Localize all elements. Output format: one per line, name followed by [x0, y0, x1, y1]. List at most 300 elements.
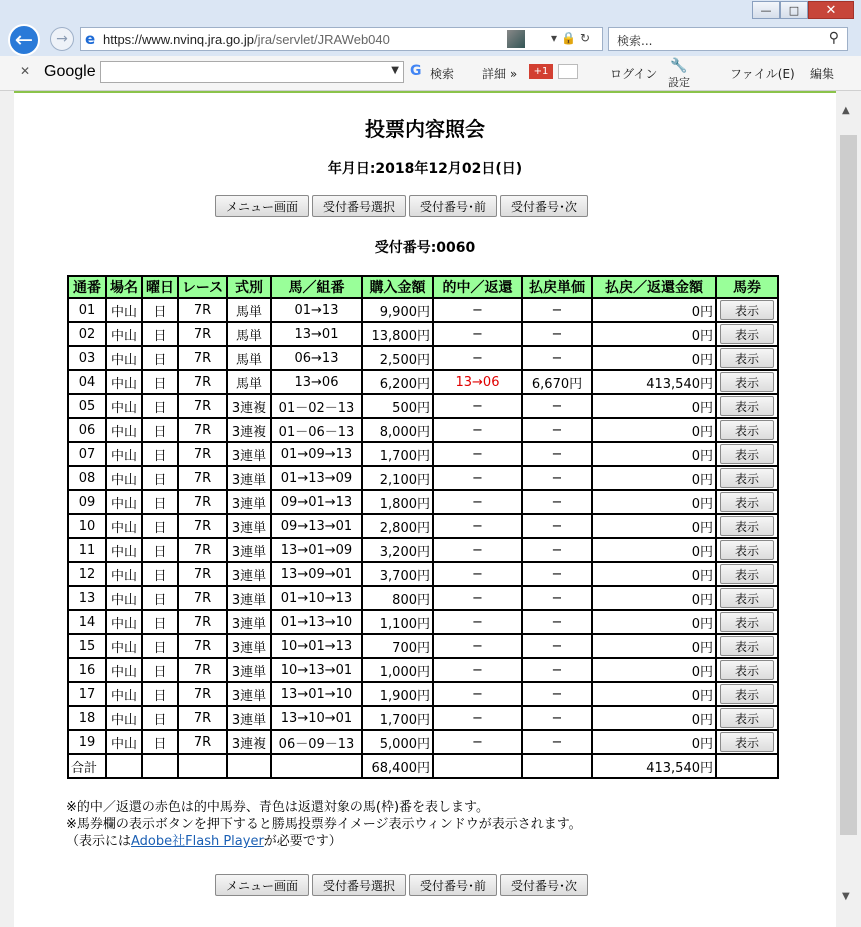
forward-button[interactable] — [50, 27, 74, 51]
combination-cell: 13→01 — [271, 322, 362, 346]
combination-cell: 06→13 — [271, 346, 362, 370]
table-row — [68, 442, 778, 466]
ticket-cell — [716, 634, 778, 658]
serial-cell: 08 — [68, 466, 106, 490]
venue-cell: 中山 — [106, 514, 142, 538]
venue-cell: 中山 — [106, 562, 142, 586]
unit-payout-cell: − — [522, 682, 592, 706]
unit-payout-cell: − — [522, 706, 592, 730]
bet-type-cell: 3連単 — [227, 610, 271, 634]
venue-cell: 中山 — [106, 394, 142, 418]
hit-cell: − — [433, 538, 522, 562]
venue-cell: 中山 — [106, 466, 142, 490]
hit-cell: − — [433, 346, 522, 370]
bet-type-cell: 馬単 — [227, 298, 271, 322]
maximize-button[interactable]: □ — [780, 1, 808, 19]
combination-cell: 01→13→10 — [271, 610, 362, 634]
bet-type-cell: 3連複 — [227, 418, 271, 442]
address-bar-row — [0, 22, 861, 56]
close-window-button[interactable]: ✕ — [808, 1, 854, 19]
note-suffix: が必要です） — [263, 834, 342, 849]
combination-cell: 01→09→13 — [271, 442, 362, 466]
ticket-cell — [716, 706, 778, 730]
unit-payout-cell: − — [522, 658, 592, 682]
date-line: 年月日:2018年12月02日(日) — [327, 161, 523, 177]
payout-amount-cell: 0円 — [592, 586, 716, 610]
payout-amount-cell: 0円 — [592, 418, 716, 442]
purchase-amount-cell: 1,900円 — [362, 682, 433, 706]
weekday-cell: 日 — [142, 538, 178, 562]
purchase-amount-cell: 6,200円 — [362, 370, 433, 394]
login-button[interactable]: ログイン — [610, 67, 658, 81]
show-ticket-button[interactable]: 表示 — [720, 588, 774, 608]
weekday-cell: 日 — [142, 562, 178, 586]
payout-amount-cell: 0円 — [592, 322, 716, 346]
purchase-amount-cell: 1,700円 — [362, 706, 433, 730]
ie-logo-icon: e — [85, 30, 96, 48]
menu-button[interactable]: メニュー画面 — [215, 874, 309, 896]
purchase-amount-cell: 2,100円 — [362, 466, 433, 490]
payout-amount-cell: 0円 — [592, 634, 716, 658]
table-row — [68, 706, 778, 730]
payout-amount-cell: 0円 — [592, 514, 716, 538]
hit-cell: − — [433, 586, 522, 610]
ticket-cell — [716, 586, 778, 610]
empty-cell — [271, 754, 362, 778]
hit-cell: − — [433, 706, 522, 730]
purchase-amount-cell: 3,200円 — [362, 538, 433, 562]
race-cell: 7R — [178, 514, 227, 538]
url-controls[interactable] — [551, 31, 594, 45]
weekday-cell: 日 — [142, 418, 178, 442]
purchase-amount-cell: 13,800円 — [362, 322, 433, 346]
show-ticket-button[interactable]: 表示 — [720, 636, 774, 656]
purchase-amount-cell: 9,900円 — [362, 298, 433, 322]
payout-amount-cell: 0円 — [592, 610, 716, 634]
empty-cell — [106, 754, 142, 778]
edit-menu[interactable]: 編集 — [810, 67, 835, 81]
table-row — [68, 658, 778, 682]
note-line — [66, 833, 582, 850]
serial-cell: 11 — [68, 538, 106, 562]
bet-table — [67, 275, 779, 779]
flash-player-link[interactable]: Adobe社Flash Player — [131, 834, 264, 849]
toolbar-divider — [14, 91, 836, 93]
venue-cell: 中山 — [106, 730, 142, 754]
bet-type-cell: 3連単 — [227, 466, 271, 490]
unit-payout-cell: − — [522, 346, 592, 370]
hit-cell: − — [433, 322, 522, 346]
bet-type-cell: 馬単 — [227, 346, 271, 370]
page-content — [14, 91, 836, 927]
payout-amount-cell: 0円 — [592, 538, 716, 562]
bet-type-cell: 3連単 — [227, 538, 271, 562]
purchase-amount-cell: 1,100円 — [362, 610, 433, 634]
total-row — [68, 754, 778, 778]
payout-amount-cell: 0円 — [592, 298, 716, 322]
race-cell: 7R — [178, 418, 227, 442]
venue-cell: 中山 — [106, 442, 142, 466]
ticket-cell — [716, 658, 778, 682]
hit-cell: − — [433, 682, 522, 706]
payout-amount-cell: 0円 — [592, 466, 716, 490]
combination-cell: 13→06 — [271, 370, 362, 394]
venue-cell: 中山 — [106, 490, 142, 514]
col-header: 通番 — [68, 276, 106, 298]
show-ticket-button[interactable]: 表示 — [720, 732, 774, 752]
weekday-cell: 日 — [142, 514, 178, 538]
gplus-count — [558, 64, 578, 79]
detail-button[interactable]: 詳細 » — [482, 67, 518, 81]
google-toolbar — [0, 56, 861, 91]
scroll-thumb[interactable] — [840, 135, 857, 835]
bet-type-cell: 3連単 — [227, 562, 271, 586]
bet-type-cell: 馬単 — [227, 322, 271, 346]
combination-cell: 13→01→10 — [271, 682, 362, 706]
bet-type-cell: 3連単 — [227, 490, 271, 514]
show-ticket-button[interactable]: 表示 — [720, 612, 774, 632]
unit-payout-cell: − — [522, 442, 592, 466]
race-cell: 7R — [178, 346, 227, 370]
weekday-cell: 日 — [142, 322, 178, 346]
unit-payout-cell: − — [522, 322, 592, 346]
venue-cell: 中山 — [106, 346, 142, 370]
close-icon[interactable]: ✕ — [20, 64, 31, 78]
purchase-amount-cell: 1,000円 — [362, 658, 433, 682]
col-header: 式別 — [227, 276, 271, 298]
unit-payout-cell: − — [522, 394, 592, 418]
ticket-cell — [716, 442, 778, 466]
next-receipt-button[interactable]: 受付番号･次 — [500, 195, 588, 217]
show-ticket-button[interactable]: 表示 — [720, 468, 774, 488]
payout-amount-cell: 0円 — [592, 346, 716, 370]
show-ticket-button[interactable]: 表示 — [720, 660, 774, 680]
ticket-cell — [716, 346, 778, 370]
back-button[interactable] — [8, 24, 40, 56]
combination-cell: 01→10→13 — [271, 586, 362, 610]
ticket-cell — [716, 418, 778, 442]
empty-cell — [433, 754, 522, 778]
ticket-cell — [716, 682, 778, 706]
race-cell: 7R — [178, 586, 227, 610]
google-logo: Google — [44, 63, 96, 80]
table-row — [68, 610, 778, 634]
venue-cell: 中山 — [106, 706, 142, 730]
table-row — [68, 682, 778, 706]
serial-cell: 03 — [68, 346, 106, 370]
show-ticket-button[interactable]: 表示 — [720, 708, 774, 728]
bet-type-cell: 馬単 — [227, 370, 271, 394]
purchase-amount-cell: 5,000円 — [362, 730, 433, 754]
venue-cell: 中山 — [106, 682, 142, 706]
combination-cell: 13→10→01 — [271, 706, 362, 730]
unit-payout-cell: − — [522, 514, 592, 538]
table-row — [68, 466, 778, 490]
dropdown-icon[interactable]: ▾ — [551, 31, 562, 45]
payout-amount-cell: 0円 — [592, 658, 716, 682]
url-host: https://www.nvinq.jra.go.jp — [103, 32, 255, 47]
purchase-amount-cell: 2,500円 — [362, 346, 433, 370]
serial-cell: 09 — [68, 490, 106, 514]
lock-icon[interactable]: 🔒 — [561, 31, 580, 45]
show-ticket-button[interactable]: 表示 — [720, 492, 774, 512]
search-icon[interactable]: ⚲ — [828, 30, 839, 46]
serial-cell: 04 — [68, 370, 106, 394]
bet-type-cell: 3連単 — [227, 658, 271, 682]
table-row — [68, 730, 778, 754]
ticket-cell — [716, 610, 778, 634]
table-header-row — [68, 276, 778, 298]
show-ticket-button[interactable]: 表示 — [720, 444, 774, 464]
table-row — [68, 418, 778, 442]
col-header: 曜日 — [142, 276, 178, 298]
serial-cell: 17 — [68, 682, 106, 706]
hit-cell: − — [433, 442, 522, 466]
serial-cell: 06 — [68, 418, 106, 442]
vertical-scrollbar[interactable] — [836, 91, 861, 927]
venue-cell: 中山 — [106, 370, 142, 394]
url-path: /jra/servlet/JRAWeb040 — [254, 32, 390, 47]
empty-cell — [522, 754, 592, 778]
bet-type-cell: 3連単 — [227, 682, 271, 706]
venue-cell: 中山 — [106, 610, 142, 634]
ticket-cell — [716, 370, 778, 394]
race-cell: 7R — [178, 730, 227, 754]
table-row — [68, 346, 778, 370]
file-menu[interactable]: ファイル(E) — [730, 67, 795, 81]
combination-cell: 13→01→09 — [271, 538, 362, 562]
note-line: ※馬券欄の表示ボタンを押下すると勝馬投票券イメージ表示ウィンドウが表示されます。 — [66, 817, 582, 832]
bet-type-cell: 3連単 — [227, 514, 271, 538]
show-ticket-button[interactable]: 表示 — [720, 564, 774, 584]
hit-cell: − — [433, 610, 522, 634]
bet-table-body — [68, 298, 778, 754]
col-header: 的中／返還 — [433, 276, 522, 298]
show-ticket-button[interactable]: 表示 — [720, 348, 774, 368]
payout-amount-cell: 413,540円 — [592, 370, 716, 394]
prev-receipt-button[interactable]: 受付番号･前 — [409, 874, 497, 896]
race-cell: 7R — [178, 610, 227, 634]
hit-cell: − — [433, 562, 522, 586]
show-ticket-button[interactable]: 表示 — [720, 324, 774, 344]
serial-cell: 01 — [68, 298, 106, 322]
purchase-amount-cell: 700円 — [362, 634, 433, 658]
venue-cell: 中山 — [106, 322, 142, 346]
combination-cell: 09→01→13 — [271, 490, 362, 514]
unit-payout-cell: − — [522, 418, 592, 442]
show-ticket-button[interactable]: 表示 — [720, 540, 774, 560]
select-receipt-button[interactable]: 受付番号選択 — [312, 195, 406, 217]
unit-payout-cell: − — [522, 634, 592, 658]
nav-buttons-top — [215, 195, 591, 217]
scroll-down-icon[interactable]: ▼ — [842, 891, 850, 902]
arrow-right-icon: → — [56, 31, 68, 47]
payout-amount-cell: 0円 — [592, 730, 716, 754]
hit-cell: 13→06 — [433, 370, 522, 394]
weekday-cell: 日 — [142, 610, 178, 634]
race-cell: 7R — [178, 706, 227, 730]
combination-cell: 09→13→01 — [271, 514, 362, 538]
window-titlebar — [0, 0, 861, 22]
serial-cell: 14 — [68, 610, 106, 634]
weekday-cell: 日 — [142, 658, 178, 682]
url-input[interactable] — [80, 27, 603, 51]
unit-payout-cell: − — [522, 610, 592, 634]
race-cell: 7R — [178, 658, 227, 682]
purchase-amount-cell: 800円 — [362, 586, 433, 610]
google-search-input[interactable] — [100, 61, 404, 83]
scroll-up-icon[interactable]: ▲ — [842, 105, 850, 116]
empty-cell — [227, 754, 271, 778]
race-cell: 7R — [178, 490, 227, 514]
col-header: 場名 — [106, 276, 142, 298]
refresh-icon[interactable]: ↻ — [579, 31, 595, 45]
bet-type-cell: 3連単 — [227, 706, 271, 730]
unit-payout-cell: − — [522, 490, 592, 514]
payout-amount-cell: 0円 — [592, 682, 716, 706]
col-header: 購入金額 — [362, 276, 433, 298]
payout-amount-cell: 0円 — [592, 490, 716, 514]
notes — [66, 799, 582, 850]
gplus-button[interactable]: +1 — [529, 64, 553, 79]
col-header: 払戻／返還金額 — [592, 276, 716, 298]
purchase-amount-cell: 3,700円 — [362, 562, 433, 586]
hit-cell: − — [433, 658, 522, 682]
wrench-icon[interactable]: 🔧 — [670, 58, 688, 74]
race-cell: 7R — [178, 538, 227, 562]
google-search-button[interactable]: 検索 — [430, 67, 455, 81]
table-row — [68, 538, 778, 562]
show-ticket-button[interactable]: 表示 — [720, 516, 774, 536]
payout-amount-cell: 0円 — [592, 706, 716, 730]
race-cell: 7R — [178, 682, 227, 706]
purchase-amount-cell: 2,800円 — [362, 514, 433, 538]
unit-payout-cell: − — [522, 562, 592, 586]
serial-cell: 07 — [68, 442, 106, 466]
combination-cell: 10→01→13 — [271, 634, 362, 658]
unit-payout-cell: − — [522, 466, 592, 490]
ticket-cell — [716, 562, 778, 586]
table-row — [68, 490, 778, 514]
hit-cell: − — [433, 514, 522, 538]
ticket-cell — [716, 298, 778, 322]
show-ticket-button[interactable]: 表示 — [720, 420, 774, 440]
purchase-amount-cell: 1,700円 — [362, 442, 433, 466]
settings-button[interactable]: 設定 — [668, 76, 690, 89]
total-payout: 413,540円 — [592, 754, 716, 778]
chevron-down-icon[interactable]: ▼ — [391, 65, 399, 76]
table-row — [68, 634, 778, 658]
select-receipt-button[interactable]: 受付番号選択 — [312, 874, 406, 896]
weekday-cell: 日 — [142, 682, 178, 706]
arrow-left-icon: ← — [14, 28, 34, 53]
unit-payout-cell: − — [522, 298, 592, 322]
hit-cell: − — [433, 634, 522, 658]
weekday-cell: 日 — [142, 706, 178, 730]
unit-payout-cell: − — [522, 730, 592, 754]
hit-cell: − — [433, 490, 522, 514]
serial-cell: 12 — [68, 562, 106, 586]
site-thumbnail-icon[interactable] — [507, 30, 525, 48]
note-line: ※的中／返還の赤色は的中馬券、青色は返還対象の馬(枠)番を表します。 — [66, 800, 489, 815]
table-row — [68, 370, 778, 394]
bet-type-cell: 3連複 — [227, 394, 271, 418]
venue-cell: 中山 — [106, 658, 142, 682]
payout-amount-cell: 0円 — [592, 394, 716, 418]
race-cell: 7R — [178, 394, 227, 418]
weekday-cell: 日 — [142, 346, 178, 370]
show-ticket-button[interactable]: 表示 — [720, 684, 774, 704]
next-receipt-button[interactable]: 受付番号･次 — [500, 874, 588, 896]
show-ticket-button[interactable]: 表示 — [720, 396, 774, 416]
race-cell: 7R — [178, 298, 227, 322]
bet-type-cell: 3連単 — [227, 442, 271, 466]
hit-cell: − — [433, 466, 522, 490]
race-cell: 7R — [178, 634, 227, 658]
ticket-cell — [716, 490, 778, 514]
table-row — [68, 394, 778, 418]
minimize-button[interactable]: — — [752, 1, 780, 19]
table-row — [68, 322, 778, 346]
search-placeholder: 検索... — [617, 34, 653, 48]
page-title: 投票内容照会 — [365, 117, 485, 141]
purchase-amount-cell: 500円 — [362, 394, 433, 418]
table-row — [68, 514, 778, 538]
url-text — [103, 32, 390, 47]
race-cell: 7R — [178, 442, 227, 466]
purchase-amount-cell: 1,800円 — [362, 490, 433, 514]
empty-cell — [716, 754, 778, 778]
combination-cell: 10→13→01 — [271, 658, 362, 682]
browser-search-input[interactable] — [608, 27, 848, 51]
show-ticket-button[interactable]: 表示 — [720, 300, 774, 320]
venue-cell: 中山 — [106, 634, 142, 658]
nav-buttons-bottom — [215, 874, 591, 896]
bet-type-cell: 3連単 — [227, 586, 271, 610]
table-row — [68, 586, 778, 610]
unit-payout-cell: − — [522, 538, 592, 562]
combination-cell: 01→13→09 — [271, 466, 362, 490]
serial-cell: 13 — [68, 586, 106, 610]
venue-cell: 中山 — [106, 298, 142, 322]
hit-cell: − — [433, 418, 522, 442]
col-header: 馬券 — [716, 276, 778, 298]
bet-type-cell: 3連複 — [227, 730, 271, 754]
serial-cell: 19 — [68, 730, 106, 754]
weekday-cell: 日 — [142, 466, 178, 490]
payout-amount-cell: 0円 — [592, 562, 716, 586]
total-label: 合計 — [68, 754, 106, 778]
ticket-cell — [716, 514, 778, 538]
race-cell: 7R — [178, 370, 227, 394]
race-cell: 7R — [178, 466, 227, 490]
serial-cell: 16 — [68, 658, 106, 682]
weekday-cell: 日 — [142, 490, 178, 514]
serial-cell: 02 — [68, 322, 106, 346]
ticket-cell — [716, 538, 778, 562]
serial-cell: 15 — [68, 634, 106, 658]
prev-receipt-button[interactable]: 受付番号･前 — [409, 195, 497, 217]
ticket-cell — [716, 730, 778, 754]
show-ticket-button[interactable]: 表示 — [720, 372, 774, 392]
race-cell: 7R — [178, 322, 227, 346]
menu-button[interactable]: メニュー画面 — [215, 195, 309, 217]
weekday-cell: 日 — [142, 586, 178, 610]
col-header: レース — [178, 276, 227, 298]
combination-cell: 01→13 — [271, 298, 362, 322]
weekday-cell: 日 — [142, 298, 178, 322]
ticket-cell — [716, 394, 778, 418]
